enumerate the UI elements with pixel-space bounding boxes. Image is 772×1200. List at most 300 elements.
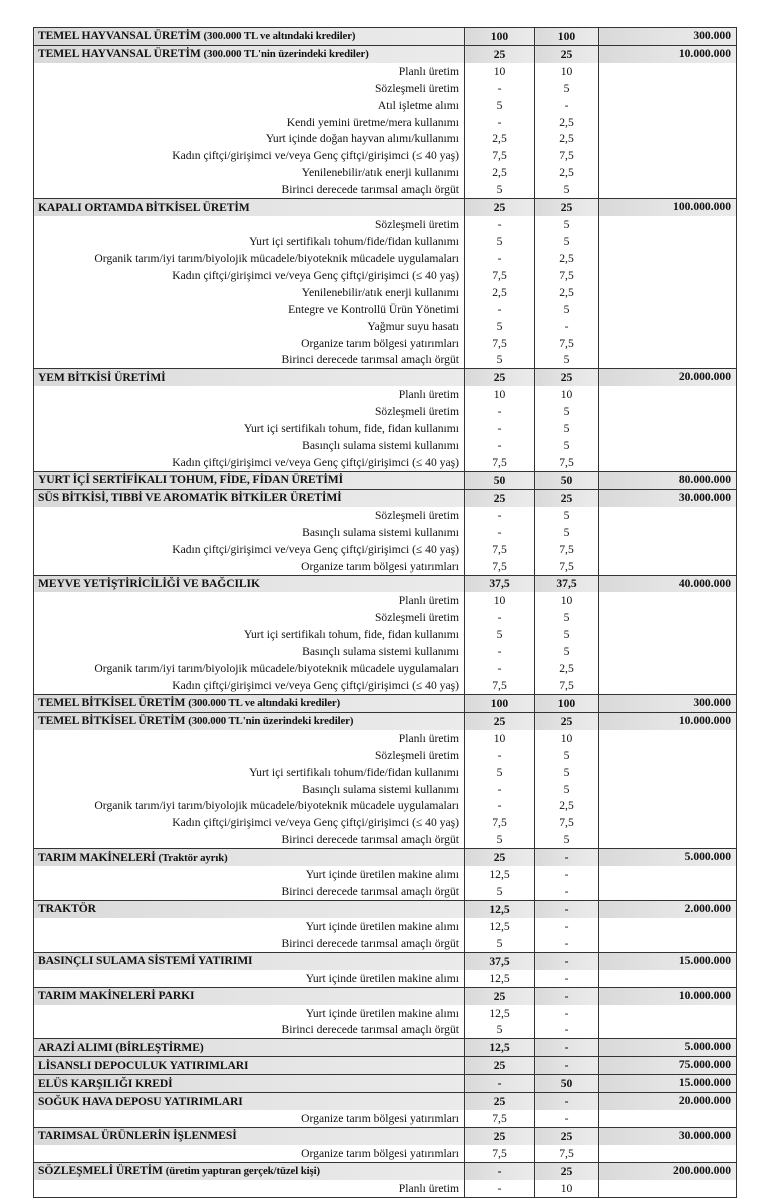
criteria-row — [34, 352, 737, 369]
section-title-cell — [34, 489, 465, 506]
credit-limit: 5.000.000 — [599, 1039, 737, 1057]
rate-col-2: 10 — [535, 730, 599, 747]
credit-limit-empty — [599, 147, 737, 164]
section-header-row — [34, 45, 737, 62]
credit-limit: 100.000.000 — [599, 199, 737, 216]
rate-col-1: 5 — [465, 352, 535, 369]
rate-col-1: 2,5 — [465, 284, 535, 301]
criteria-label: Kadın çiftçi/girişimci ve/veya Genç çiftçi/girişimci (≤ 40 yaş) — [34, 814, 465, 831]
criteria-label: Basınçlı sulama sistemi kullanımı — [34, 524, 465, 541]
rate-col-2: - — [535, 901, 599, 918]
section-header-row — [34, 987, 737, 1004]
credit-limit-empty — [599, 592, 737, 609]
credit-limit: 10.000.000 — [599, 45, 737, 62]
criteria-label: Yurt içinde doğan hayvan alımı/kullanımı — [34, 131, 465, 148]
rate-col-1: 5 — [465, 318, 535, 335]
rate-col-1: 5 — [465, 626, 535, 643]
rate-col-2: - — [535, 1039, 599, 1057]
criteria-label: Entegre ve Kontrollü Ürün Yönetimi — [34, 301, 465, 318]
criteria-label: Yurt içi sertifikalı tohum, fide, fidan kullanımı — [34, 420, 465, 437]
section-title: SÖZLEŞMELİ ÜRETİM — [38, 1164, 163, 1178]
criteria-label: Organize tarım bölgesi yatırımları — [34, 558, 465, 575]
rate-col-2: 10 — [535, 1180, 599, 1197]
credit-limit-empty — [599, 250, 737, 267]
criteria-label: Organize tarım bölgesi yatırımları — [34, 1145, 465, 1162]
section-title: TRAKTÖR — [38, 902, 96, 916]
rate-col-2: 7,5 — [535, 558, 599, 575]
criteria-row — [34, 747, 737, 764]
section-note: (Traktör ayrık) — [158, 851, 228, 864]
section-title: BASINÇLI SULAMA SİSTEMİ YATIRIMI — [38, 954, 253, 968]
section-title-cell — [34, 987, 465, 1004]
section-note: (300.000 TL ve altındaki krediler) — [188, 697, 341, 710]
criteria-label: Sözleşmeli üretim — [34, 80, 465, 97]
credit-limit: 10.000.000 — [599, 987, 737, 1004]
rate-col-1: 5 — [465, 831, 535, 848]
rate-col-2: 5 — [535, 524, 599, 541]
criteria-row — [34, 660, 737, 677]
section-title: YURT İÇİ SERTİFİKALI TOHUM, FİDE, FİDAN ÜRETİMİ — [38, 473, 343, 487]
criteria-row — [34, 558, 737, 575]
criteria-row — [34, 114, 737, 131]
rate-col-2: 10 — [535, 63, 599, 80]
rate-col-1: 12,5 — [465, 866, 535, 883]
section-header-row — [34, 1039, 737, 1057]
section-header-row — [34, 28, 737, 46]
rate-col-1: 7,5 — [465, 454, 535, 471]
rate-col-2: - — [535, 970, 599, 987]
criteria-row — [34, 1180, 737, 1197]
section-title: TEMEL BİTKİSEL ÜRETİM — [38, 696, 186, 710]
credit-limit-empty — [599, 643, 737, 660]
credit-limit-empty — [599, 1021, 737, 1038]
credit-limit: 40.000.000 — [599, 575, 737, 592]
criteria-row — [34, 216, 737, 233]
criteria-row — [34, 131, 737, 148]
section-title-cell — [34, 1039, 465, 1057]
criteria-row — [34, 592, 737, 609]
rate-col-1: 5 — [465, 97, 535, 114]
credit-limit-empty — [599, 558, 737, 575]
rate-col-2: 5 — [535, 403, 599, 420]
rate-col-1: 10 — [465, 386, 535, 403]
credit-limit-empty — [599, 437, 737, 454]
credit-limit: 30.000.000 — [599, 489, 737, 506]
rate-col-1: 25 — [465, 1128, 535, 1145]
rate-col-2: 5 — [535, 181, 599, 198]
rate-col-1: 12,5 — [465, 970, 535, 987]
rate-col-2: 25 — [535, 45, 599, 62]
credit-limit-empty — [599, 131, 737, 148]
criteria-label: Planlı üretim — [34, 592, 465, 609]
rate-col-1: 10 — [465, 730, 535, 747]
rate-col-2: 5 — [535, 352, 599, 369]
credit-limit-empty — [599, 797, 737, 814]
credit-limit-empty — [599, 747, 737, 764]
rate-col-1: - — [465, 80, 535, 97]
criteria-label: Yurt içinde üretilen makine alımı — [34, 918, 465, 935]
rate-col-1: - — [465, 216, 535, 233]
section-header-row — [34, 471, 737, 489]
rate-col-2: - — [535, 866, 599, 883]
rate-col-2: 50 — [535, 1075, 599, 1093]
criteria-row — [34, 63, 737, 80]
rate-col-1: 12,5 — [465, 1039, 535, 1057]
criteria-label: Sözleşmeli üretim — [34, 216, 465, 233]
rate-col-2: 5 — [535, 643, 599, 660]
rate-col-2: 5 — [535, 301, 599, 318]
credit-limit-empty — [599, 1005, 737, 1022]
rate-col-2: 5 — [535, 420, 599, 437]
section-header-row — [34, 712, 737, 729]
rate-col-1: - — [465, 403, 535, 420]
section-note: (üretim yaptıran gerçek/tüzel kişi) — [165, 1165, 321, 1178]
criteria-row — [34, 883, 737, 900]
rate-col-2: - — [535, 935, 599, 952]
rate-col-2: 5 — [535, 216, 599, 233]
criteria-label: Sözleşmeli üretim — [34, 403, 465, 420]
credit-limit-empty — [599, 883, 737, 900]
rate-col-2: 25 — [535, 1162, 599, 1179]
section-title-cell — [34, 1057, 465, 1075]
section-title: ARAZİ ALIMI (BİRLEŞTİRME) — [38, 1040, 204, 1054]
credit-limit-empty — [599, 660, 737, 677]
rate-col-1: - — [465, 797, 535, 814]
section-header-row — [34, 575, 737, 592]
rate-col-2: - — [535, 97, 599, 114]
rate-col-2: 7,5 — [535, 1145, 599, 1162]
rate-col-1: - — [465, 114, 535, 131]
rate-col-2: 37,5 — [535, 575, 599, 592]
rate-col-1: 5 — [465, 883, 535, 900]
rate-col-1: - — [465, 524, 535, 541]
section-title: ELÜS KARŞILIĞI KREDİ — [38, 1076, 173, 1090]
credit-limit: 30.000.000 — [599, 1128, 737, 1145]
credit-limit-empty — [599, 284, 737, 301]
criteria-label: Birinci derecede tarımsal amaçlı örgüt — [34, 831, 465, 848]
rate-col-1: 2,5 — [465, 164, 535, 181]
criteria-label: Yurt içi sertifikalı tohum, fide, fidan kullanımı — [34, 626, 465, 643]
rate-col-1: 7,5 — [465, 1110, 535, 1127]
section-title-cell — [34, 712, 465, 729]
criteria-label: Sözleşmeli üretim — [34, 507, 465, 524]
rate-col-1: - — [465, 643, 535, 660]
criteria-row — [34, 437, 737, 454]
rate-col-2: 5 — [535, 233, 599, 250]
credit-limit: 10.000.000 — [599, 712, 737, 729]
criteria-label: Organik tarım/iyi tarım/biyolojik mücadele/biyoteknik mücadele uygulamaları — [34, 250, 465, 267]
credit-limit-empty — [599, 866, 737, 883]
table-body — [34, 28, 737, 1198]
rate-col-2: - — [535, 1110, 599, 1127]
rate-col-1: 25 — [465, 199, 535, 216]
criteria-label: Birinci derecede tarımsal amaçlı örgüt — [34, 352, 465, 369]
rate-col-1: 5 — [465, 1021, 535, 1038]
rate-col-1: 25 — [465, 987, 535, 1004]
rate-col-2: - — [535, 318, 599, 335]
criteria-row — [34, 250, 737, 267]
criteria-row — [34, 97, 737, 114]
credit-limit: 300.000 — [599, 28, 737, 46]
rate-col-1: - — [465, 1162, 535, 1179]
section-title: TEMEL HAYVANSAL ÜRETİM — [38, 29, 201, 43]
rate-col-1: 25 — [465, 369, 535, 386]
credit-limit-empty — [599, 541, 737, 558]
rate-col-2: 7,5 — [535, 147, 599, 164]
rate-col-2: 7,5 — [535, 267, 599, 284]
criteria-label: Yurt içi sertifikalı tohum/fide/fidan kullanımı — [34, 233, 465, 250]
section-note: (300.000 TL ve altındaki krediler) — [203, 30, 356, 43]
rate-col-1: 5 — [465, 181, 535, 198]
criteria-label: Yurt içi sertifikalı tohum/fide/fidan kullanımı — [34, 764, 465, 781]
rate-col-1: 7,5 — [465, 541, 535, 558]
section-title-cell — [34, 1162, 465, 1179]
criteria-label: Birinci derecede tarımsal amaçlı örgüt — [34, 1021, 465, 1038]
credit-limit-empty — [599, 386, 737, 403]
criteria-label: Planlı üretim — [34, 63, 465, 80]
section-title-cell — [34, 952, 465, 969]
criteria-row — [34, 403, 737, 420]
criteria-row — [34, 386, 737, 403]
credit-limit-empty — [599, 267, 737, 284]
section-header-row — [34, 489, 737, 506]
credit-limit-empty — [599, 114, 737, 131]
criteria-row — [34, 541, 737, 558]
section-title-cell — [34, 471, 465, 489]
criteria-label: Yurt içinde üretilen makine alımı — [34, 1005, 465, 1022]
rate-col-1: 7,5 — [465, 147, 535, 164]
section-header-row — [34, 1075, 737, 1093]
criteria-row — [34, 626, 737, 643]
criteria-row — [34, 1110, 737, 1127]
criteria-row — [34, 935, 737, 952]
criteria-label: Basınçlı sulama sistemi kullanımı — [34, 437, 465, 454]
criteria-row — [34, 507, 737, 524]
section-title-cell — [34, 28, 465, 46]
criteria-row — [34, 730, 737, 747]
rate-col-2: 5 — [535, 764, 599, 781]
criteria-row — [34, 267, 737, 284]
credit-limit: 80.000.000 — [599, 471, 737, 489]
section-title-cell — [34, 199, 465, 216]
credit-limit-empty — [599, 814, 737, 831]
criteria-row — [34, 233, 737, 250]
rate-col-2: - — [535, 987, 599, 1004]
credit-discount-table — [33, 27, 737, 1198]
rate-col-1: 7,5 — [465, 814, 535, 831]
rate-col-1: 25 — [465, 1093, 535, 1110]
rate-col-2: 2,5 — [535, 164, 599, 181]
credit-limit-empty — [599, 335, 737, 352]
section-title: TEMEL BİTKİSEL ÜRETİM — [38, 714, 186, 728]
rate-col-1: 100 — [465, 28, 535, 46]
criteria-row — [34, 524, 737, 541]
credit-limit-empty — [599, 97, 737, 114]
criteria-row — [34, 301, 737, 318]
rate-col-1: 37,5 — [465, 952, 535, 969]
criteria-label: Organize tarım bölgesi yatırımları — [34, 1110, 465, 1127]
criteria-row — [34, 420, 737, 437]
rate-col-1: - — [465, 609, 535, 626]
rate-col-1: 7,5 — [465, 1145, 535, 1162]
section-note: (300.000 TL'nin üzerindeki krediler) — [188, 715, 354, 728]
rate-col-2: 5 — [535, 626, 599, 643]
credit-limit-empty — [599, 181, 737, 198]
criteria-label: Yenilenebilir/atık enerji kullanımı — [34, 284, 465, 301]
criteria-row — [34, 284, 737, 301]
criteria-label: Birinci derecede tarımsal amaçlı örgüt — [34, 883, 465, 900]
rate-col-2: 2,5 — [535, 284, 599, 301]
section-title: TARIMSAL ÜRÜNLERİN İŞLENMESİ — [38, 1129, 237, 1143]
section-title: MEYVE YETİŞTİRİCİLİĞİ VE BAĞCILIK — [38, 576, 260, 590]
rate-col-2: 7,5 — [535, 454, 599, 471]
rate-col-2: 25 — [535, 712, 599, 729]
rate-col-2: 5 — [535, 507, 599, 524]
credit-limit-empty — [599, 318, 737, 335]
rate-col-2: 5 — [535, 609, 599, 626]
section-title: TARIM MAKİNELERİ — [38, 850, 156, 864]
section-header-row — [34, 199, 737, 216]
rate-col-1: 5 — [465, 935, 535, 952]
section-title-cell — [34, 1093, 465, 1110]
section-title: KAPALI ORTAMDA BİTKİSEL ÜRETİM — [38, 200, 250, 214]
rate-col-2: 5 — [535, 781, 599, 798]
section-header-row — [34, 901, 737, 918]
criteria-row — [34, 164, 737, 181]
criteria-row — [34, 318, 737, 335]
rate-col-2: 5 — [535, 747, 599, 764]
criteria-row — [34, 831, 737, 848]
rate-col-2: - — [535, 918, 599, 935]
section-header-row — [34, 849, 737, 866]
rate-col-1: 10 — [465, 63, 535, 80]
criteria-row — [34, 1021, 737, 1038]
section-header-row — [34, 952, 737, 969]
section-title-cell — [34, 369, 465, 386]
criteria-label: Planlı üretim — [34, 1180, 465, 1197]
section-title-cell — [34, 694, 465, 712]
rate-col-2: 7,5 — [535, 677, 599, 694]
rate-col-1: 12,5 — [465, 1005, 535, 1022]
section-title-cell — [34, 1075, 465, 1093]
credit-limit-empty — [599, 301, 737, 318]
rate-col-1: 100 — [465, 694, 535, 712]
rate-col-2: 5 — [535, 831, 599, 848]
criteria-row — [34, 970, 737, 987]
section-title: SOĞUK HAVA DEPOSU YATIRIMLARI — [38, 1094, 243, 1108]
criteria-row — [34, 866, 737, 883]
credit-limit-empty — [599, 524, 737, 541]
rate-col-1: - — [465, 507, 535, 524]
rate-col-1: 25 — [465, 712, 535, 729]
section-title: YEM BİTKİSİ ÜRETİMİ — [38, 370, 166, 384]
credit-limit: 5.000.000 — [599, 849, 737, 866]
credit-limit: 200.000.000 — [599, 1162, 737, 1179]
section-header-row — [34, 1057, 737, 1075]
criteria-label: Birinci derecede tarımsal amaçlı örgüt — [34, 935, 465, 952]
criteria-label: Kendi yemini üretme/mera kullanımı — [34, 114, 465, 131]
rate-col-1: 7,5 — [465, 558, 535, 575]
rate-col-1: - — [465, 420, 535, 437]
rate-col-2: 2,5 — [535, 660, 599, 677]
rate-col-2: 25 — [535, 1128, 599, 1145]
credit-limit-empty — [599, 609, 737, 626]
rate-col-1: 5 — [465, 233, 535, 250]
criteria-row — [34, 781, 737, 798]
rate-col-1: 37,5 — [465, 575, 535, 592]
criteria-label: Kadın çiftçi/girişimci ve/veya Genç çiftçi/girişimci (≤ 40 yaş) — [34, 267, 465, 284]
section-header-row — [34, 1162, 737, 1179]
criteria-label: Kadın çiftçi/girişimci ve/veya Genç çiftçi/girişimci (≤ 40 yaş) — [34, 454, 465, 471]
rate-col-2: 7,5 — [535, 814, 599, 831]
criteria-label: Organize tarım bölgesi yatırımları — [34, 335, 465, 352]
rate-col-1: 10 — [465, 592, 535, 609]
credit-limit-empty — [599, 507, 737, 524]
criteria-row — [34, 643, 737, 660]
rate-col-2: - — [535, 849, 599, 866]
credit-limit-empty — [599, 403, 737, 420]
criteria-label: Kadın çiftçi/girişimci ve/veya Genç çiftçi/girişimci (≤ 40 yaş) — [34, 541, 465, 558]
credit-limit-empty — [599, 677, 737, 694]
credit-limit-empty — [599, 164, 737, 181]
rate-col-1: 2,5 — [465, 131, 535, 148]
criteria-row — [34, 677, 737, 694]
rate-col-1: 7,5 — [465, 677, 535, 694]
section-title: TARIM MAKİNELERİ PARKI — [38, 989, 195, 1003]
criteria-label: Basınçlı sulama sistemi kullanımı — [34, 781, 465, 798]
credit-limit-empty — [599, 420, 737, 437]
rate-col-1: 12,5 — [465, 901, 535, 918]
rate-col-2: 2,5 — [535, 131, 599, 148]
criteria-label: Sözleşmeli üretim — [34, 747, 465, 764]
criteria-label: Sözleşmeli üretim — [34, 609, 465, 626]
credit-limit: 20.000.000 — [599, 369, 737, 386]
credit-limit-empty — [599, 80, 737, 97]
credit-limit-empty — [599, 233, 737, 250]
credit-limit-empty — [599, 626, 737, 643]
criteria-row — [34, 80, 737, 97]
credit-limit-empty — [599, 935, 737, 952]
criteria-label: Yenilenebilir/atık enerji kullanımı — [34, 164, 465, 181]
rate-col-1: - — [465, 660, 535, 677]
criteria-label: Atıl işletme alımı — [34, 97, 465, 114]
rate-col-1: 25 — [465, 1057, 535, 1075]
credit-limit-empty — [599, 918, 737, 935]
criteria-row — [34, 918, 737, 935]
rate-col-2: 2,5 — [535, 114, 599, 131]
rate-col-2: 2,5 — [535, 250, 599, 267]
section-header-row — [34, 369, 737, 386]
credit-limit-empty — [599, 730, 737, 747]
credit-limit-empty — [599, 764, 737, 781]
rate-col-2: 5 — [535, 80, 599, 97]
rate-col-2: 25 — [535, 369, 599, 386]
rate-col-1: 25 — [465, 489, 535, 506]
credit-limit: 300.000 — [599, 694, 737, 712]
criteria-label: Planlı üretim — [34, 730, 465, 747]
credit-limit-empty — [599, 781, 737, 798]
credit-limit: 2.000.000 — [599, 901, 737, 918]
criteria-label: Yağmur suyu hasatı — [34, 318, 465, 335]
rate-col-2: 2,5 — [535, 797, 599, 814]
credit-limit-empty — [599, 63, 737, 80]
criteria-label: Yurt içinde üretilen makine alımı — [34, 866, 465, 883]
section-title-cell — [34, 901, 465, 918]
rate-col-2: - — [535, 1021, 599, 1038]
section-header-row — [34, 694, 737, 712]
rate-col-2: - — [535, 1093, 599, 1110]
rate-col-1: - — [465, 747, 535, 764]
